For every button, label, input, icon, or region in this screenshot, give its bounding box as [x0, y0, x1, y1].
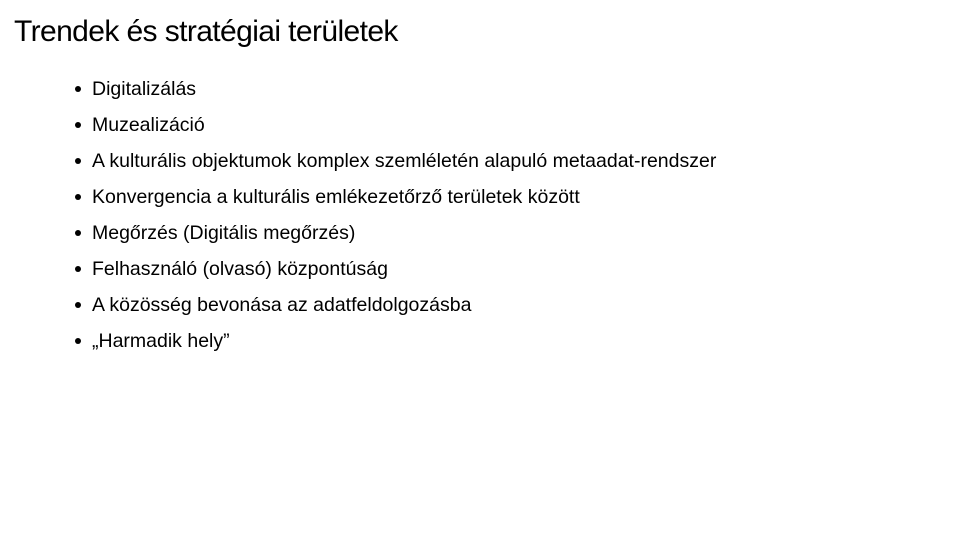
list-item — [72, 287, 716, 323]
bullet-text: Muzealizáció — [92, 113, 205, 136]
bullet-icon — [75, 302, 81, 308]
bullet-icon — [75, 86, 81, 92]
list-item — [72, 251, 716, 287]
list-item — [72, 71, 716, 107]
list-item — [72, 179, 716, 215]
bullet-text: A közösség bevonása az adatfeldolgozásba — [92, 293, 472, 316]
bullet-text: Felhasználó (olvasó) központúság — [92, 257, 388, 280]
bullet-icon — [75, 266, 81, 272]
bullet-text: Konvergencia a kulturális emlékezetőrző területek között — [92, 185, 580, 208]
bullet-icon — [75, 230, 81, 236]
bullet-text: A kulturális objektumok komplex szemléletén alapuló metaadat-rendszer — [92, 149, 717, 172]
bullet-text: „Harmadik hely” — [92, 329, 230, 352]
bullet-list — [72, 71, 716, 359]
bullet-text: Digitalizálás — [92, 77, 197, 100]
bullet-icon — [75, 338, 81, 344]
list-item — [72, 143, 716, 179]
list-item — [72, 215, 716, 251]
bullet-icon — [75, 158, 81, 164]
list-item — [72, 323, 716, 359]
slide-title: Trendek és stratégiai területek — [14, 15, 398, 48]
bullet-text: Megőrzés (Digitális megőrzés) — [92, 221, 356, 244]
bullet-icon — [75, 194, 81, 200]
bullet-icon — [75, 122, 81, 128]
list-item — [72, 107, 716, 143]
